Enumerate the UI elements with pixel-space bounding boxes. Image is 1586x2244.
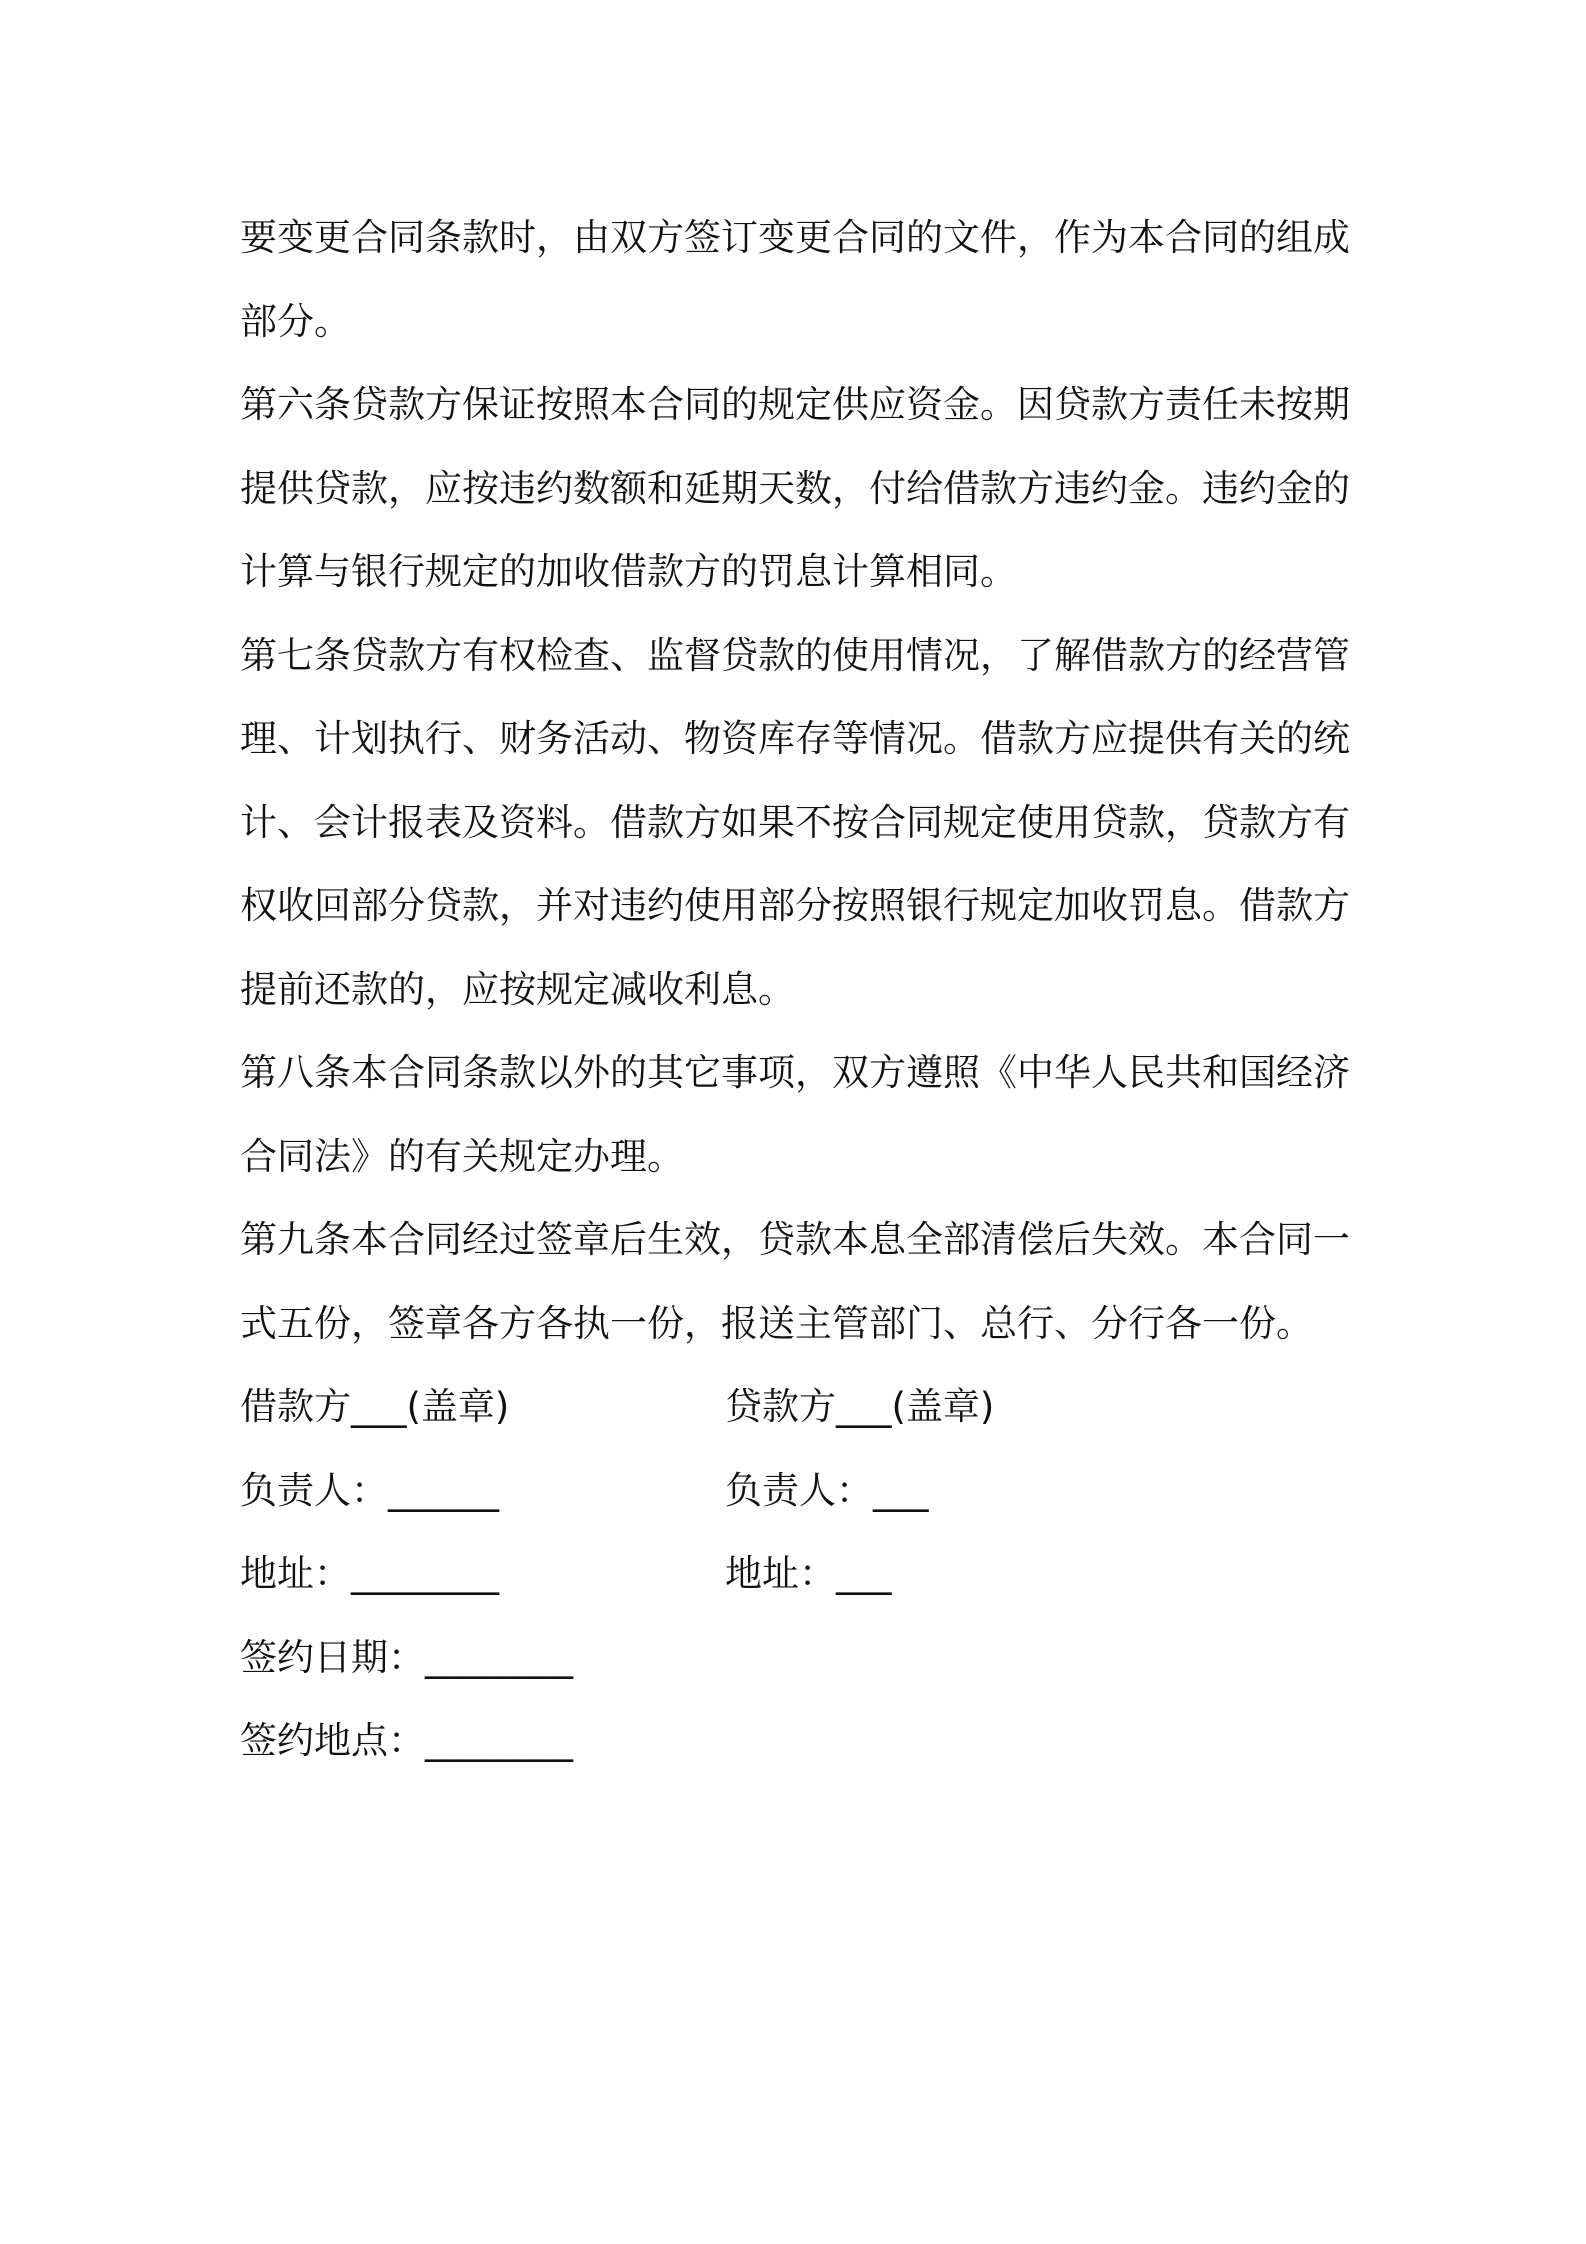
borrower-seal-field: 借款方___(盖章): [240, 1385, 510, 1428]
article-7-line: 理、计划执行、财务活动、物资库存等情况。借款方应提供有关的统: [240, 717, 1350, 760]
article-6-line: 提供贷款，应按违约数额和延期天数，付给借款方违约金。违约金的: [240, 466, 1350, 510]
borrower-address-field: 地址：________: [240, 1552, 499, 1595]
article-9-line: 第九条本合同经过签章后生效，贷款本息全部清偿后失效。本合同一: [240, 1218, 1350, 1261]
article-6-line: 计算与银行规定的加收借款方的罚息计算相同。: [240, 550, 1017, 593]
signature-address-row: [240, 1532, 1360, 1616]
contract-body: [240, 196, 1360, 1783]
sign-place-row: [240, 1699, 1360, 1783]
article-8-line: 合同法》的有关规定办理。: [240, 1134, 684, 1178]
article-7-line: 第七条贷款方有权检查、监督贷款的使用情况，了解借款方的经营管: [240, 633, 1350, 677]
signature-person-row: [240, 1449, 1360, 1533]
paragraph-line: 要变更合同条款时，由双方签订变更合同的文件，作为本合同的组成: [240, 216, 1350, 259]
lender-person-field: 负责人：___: [725, 1468, 929, 1512]
article-6-line: 第六条贷款方保证按照本合同的规定供应资金。因贷款方责任未按期: [240, 383, 1350, 426]
sign-date-row: [240, 1616, 1360, 1700]
sign-date-field: 签约日期：________: [240, 1635, 573, 1679]
paragraph-line: 部分。: [240, 299, 351, 343]
lender-seal-field: 贷款方___(盖章): [725, 1385, 995, 1428]
article-7-line: 计、会计报表及资料。借款方如果不按合同规定使用贷款，贷款方有: [240, 800, 1350, 844]
borrower-person-field: 负责人：______: [240, 1468, 499, 1512]
article-8-line: 第八条本合同条款以外的其它事项，双方遵照《中华人民共和国经济: [240, 1051, 1350, 1094]
article-7-line: 提前还款的，应按规定减收利息。: [240, 967, 795, 1011]
article-7-line: 权收回部分贷款，并对违约使用部分按照银行规定加收罚息。借款方: [240, 884, 1350, 927]
article-9-line: 式五份，签章各方各执一份，报送主管部门、总行、分行各一份。: [240, 1301, 1313, 1345]
sign-place-field: 签约地点：________: [240, 1719, 573, 1762]
lender-address-field: 地址：___: [725, 1552, 892, 1595]
signature-seal-row: [240, 1365, 1360, 1449]
